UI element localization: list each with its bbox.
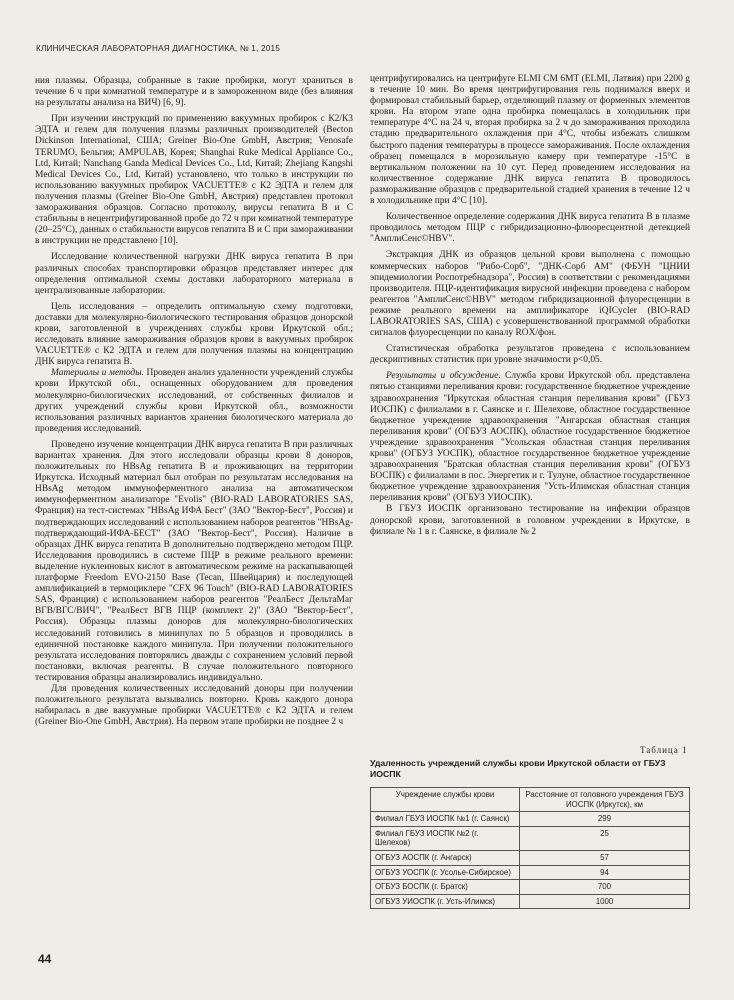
paragraph: Исследование количественной нагрузки ДНК вируса гепатита В при различных способах транспортировки образцов представляет интерес для определения оптимальной схемы доставки лабораторного материала в централизованные лаборатории. <box>35 252 353 296</box>
paragraph: В ГБУЗ ИОСПК организовано тестирование на инфекции образцов донорской крови, заготовленной в головном учреждении в Иркутске, в филиале № 1 в г. Саянске, в филиале № 2 <box>370 504 690 537</box>
paragraph: При изучении инструкций по применению вакуумных пробирок с К2/К3 ЭДТА и гелем для получения плазмы различных производителей (Becton Dickinson International, США; Greiner Bio-One GmbH, Австрия; Venosafe TERUMO, Бельгия; AMPULAB, Корея; Shanghai Ruke Medical Appliance Co., Ltd, Китай; Nanchang Ganda Medical Devices Co., Ltd, Китай; Zhejiang Kangshi Medical Devices Co., Ltd, Китай) установлено, что только в инструкции по использованию вакуумных пробирок VACUETTE® с К2 ЭДТА и гелем для получения плазмы (Greiner Bio-One GmbH, Австрия) представлен протокол замораживания образцов. Согласно протоколу, вирусы гепатита В и С стабильны в нецентрифугированной пробе до 72 ч при комнатной температуре (20–25°С), данных о стабильности вирусов гепатита В и С при замораживании в инструкции не представлено [10]. <box>35 114 353 247</box>
institution-cell: ОГБУЗ УИОСПК (г. Усть-Илимск) <box>371 894 520 909</box>
column-header-distance: Расстояние от головного учреждения ГБУЗ ИОСПК (Иркутск), км <box>520 788 690 812</box>
distance-table <box>370 787 690 909</box>
institution-cell: Филиал ГБУЗ ИОСПК №2 (г. Шелехов) <box>371 826 520 850</box>
paragraph: Экстракция ДНК из образцов цельной крови выполнена с помощью коммерческих наборов "Рибо-Сорб", "ДНК-Сорб АМ" (ФБУН "ЦНИИ эпидемиологии Роспотребнадзора", Россия) в соответствии с рекомендациями производителя. ПЦР-идентификация вирусной инфекции проведена с набором реагентов "АмплиСенс©HBV" методом гибридизационной флуоресценции в режиме реального времени на амплификаторе iQICycler (BIO-RAD LABORATORIES SAS, США) с усовершенствованной программой обработки сигналов флуоресценции по каналу ROX/фон. <box>370 250 690 339</box>
paragraph: Статистическая обработка результатов проведена с использованием дескриптивных статистик при уровне значимости p<0,05. <box>370 344 690 366</box>
institution-cell: ОГБУЗ УОСПК (г. Усолье-Сибирское) <box>371 865 520 880</box>
results-heading: Результаты и обсуждение. <box>386 371 501 382</box>
paragraph: Цель исследования – определить оптимальную схему подготовки, доставки для молекулярно-биологического тестирования образцов донорской крови, заготовленной в учреждениях службы крови Иркутской обл.; исследовать влияние замораживания образцов крови в вакуумных пробирок VACUETTE® с К2 ЭДТА и гелем для получения плазмы на концентрацию ДНК вируса гепатита В. <box>35 301 353 368</box>
column-header-institution: Учреждение службы крови <box>371 788 520 812</box>
institution-cell: ОГБУЗ БОСПК (г. Братск) <box>371 880 520 895</box>
table-row <box>371 894 690 909</box>
distance-cell: 1000 <box>520 894 690 909</box>
paragraph: Количественное определение содержания ДНК вируса гепатита В в плазме проводилось методом ПЦР с гибридизационно-флюоресцентной детекцией "АмплиСенс©HBV". <box>370 212 690 245</box>
paragraph-text: Проведен анализ удаленности учреждений службы крови Иркутской обл., оснащенных оборудованием для проведения молекулярно-биологических исследований, от собственных филиалов и других учреждений службы крови Иркутской обл., возможности использования различных вариантов хранения биологического материала до проведения исследований. <box>35 368 354 434</box>
methods-heading: Материалы и методы. <box>51 368 144 379</box>
table-row <box>371 865 690 880</box>
distance-cell: 94 <box>520 865 690 880</box>
table-label: Таблица 1 <box>640 745 688 755</box>
paragraph: Проведено изучение концентрации ДНК вируса гепатита В при различных вариантах хранения. Для этого исследовали образцы крови 8 доноров, положительных по HBsAg гепатита В и проживающих на территории Иркутска. Исходный материал был отобран по результатам исследования на HBsAg методом иммуноферментного анализа на автоматическом иммуноферментном анализаторе "Evolis" (BIO-RAD LABORATORIES SAS, Франция) на тест-системах "HBsAg ИФА Бест" (ЗАО "Вектор-Бест", Россия) и подтверждающих исследований с использованием наборов реагентов "HBsAg-подтверждающий-ИФА-БЕСТ" (ЗАО "Вектор-Бест", Россия). Наличие в образцах ДНК вируса гепатита В дополнительно подтверждено методом ПЦР. Исследования проводились в системе ПЦР в режиме реального времени: выделение нуклеиновых кислот в автоматическом режиме на раскапывающей платформе Freedom EVO-2150 Base (Tecan, Швейцария) и последующей амплификацией в термоциклере "CFX 96 Touch" (BIO-RAD LABORATORIES SAS, Франция) с использованием наборов реагентов "РеалБест ДельтаМаг ВГВ/ВГС/ВИЧ", "РеалБест ВГВ ПЦР (комплект 2)" (ЗАО "Вектор-Бест", Россия). Образцы плазмы доноров для молекулярно-биологических исследований готовились в минипулах по 5 образцов и проводились в единичной постановке каждого минипула. При получении положительного результата исследования повторялись дважды с сохранением условий первой постановки, включая реагенты. В случае положительного повторного тестирования образцы анализировались индивидуально. <box>35 439 353 683</box>
results-paragraph <box>370 371 690 504</box>
table-header-row <box>371 788 690 812</box>
methods-paragraph <box>35 368 353 435</box>
left-column <box>35 76 353 728</box>
table-row <box>371 880 690 895</box>
running-header: КЛИНИЧЕСКАЯ ЛАБОРАТОРНАЯ ДИАГНОСТИКА, № 1, 2015 <box>36 44 280 53</box>
distance-cell: 25 <box>520 826 690 850</box>
distance-cell: 299 <box>520 812 690 827</box>
page-number: 44 <box>38 952 52 966</box>
paragraph: Для проведения количественных исследований доноры при получении положительного результата вызывались повторно. Кровь каждого донора набиралась в две вакуумные пробирки VACUETTE® с К2 ЭДТА и гелем (Greiner Bio-One GmbH, Австрия). На первом этапе пробирки не позднее 2 ч <box>35 683 353 728</box>
table-row <box>371 826 690 850</box>
institution-cell: Филиал ГБУЗ ИОСПК №1 (г. Саянск) <box>371 812 520 827</box>
paragraph: ния плазмы. Образцы, собранные в такие пробирки, могут храниться в течение 6 ч при комнатной температуре и в замороженном виде (без влияния на результаты анализа на ВИЧ) [6, 9]. <box>35 76 353 109</box>
distance-cell: 57 <box>520 850 690 865</box>
table-title: Удаленность учреждений службы крови Иркутской области от ГБУЗ ИОСПК <box>370 758 666 779</box>
right-column <box>370 74 690 538</box>
table-row <box>371 812 690 827</box>
paragraph-text: Служба крови Иркутской обл. представлена пятью станциями переливания крови: государственное бюджетное учреждение здравоохранения "Иркутская областная станция переливания крови" (ГБУЗ ИОСПК) с филиалами в г. Саянске и г. Шелехове, областное государственное бюджетное учреждение здравоохранения "Ангарская областная станция переливания крови" (ОГБУЗ АОСПК), областное государственное бюджетное учреждение здравоохранения "Усольская областная станция переливания крови" (ОГБУЗ УОСПК), областное государственное бюджетное учреждение здравоохранения "Братская областная станция переливания крови" (ОГБУЗ БОСПК) с филиалами в пос. Энергетик и г. Тулуне, областное государственное бюджетное учреждение здравоохранения "Усть-Илимская областная станция переливания крови" (ОГБУЗ УИОСПК). <box>370 371 690 504</box>
institution-cell: ОГБУЗ АОСПК (г. Ангарск) <box>371 850 520 865</box>
table-row <box>371 850 690 865</box>
distance-cell: 700 <box>520 880 690 895</box>
paragraph: центрифугировались на центрифуге ELMI CM 6MT (ELMI, Латвия) при 2200 g в течение 10 мин. Во время центрифугирования гель поднимался вверх и формировал стабильный барьер, отделяющий плазму от форменных элементов крови. На втором этапе одна пробирка помещалась в холодильник при температуре 4°С на 24 ч, вторая пробирка за 2 ч до замораживания проходила стадию предварительного охлаждения при 4°С, чтобы избежать слишком быстрого падения температуры в процессе замораживания. После охлаждения образец помещался в морозильную камеру при температуре -15°С в вертикальном положении на 10 сут. Перед проведением исследования на количественное содержание ДНК вируса гепатита В проводилось размораживание образцов с предварительной стадией хранения в течение 12 ч в холодильнике при 4°С [10]. <box>370 74 690 207</box>
